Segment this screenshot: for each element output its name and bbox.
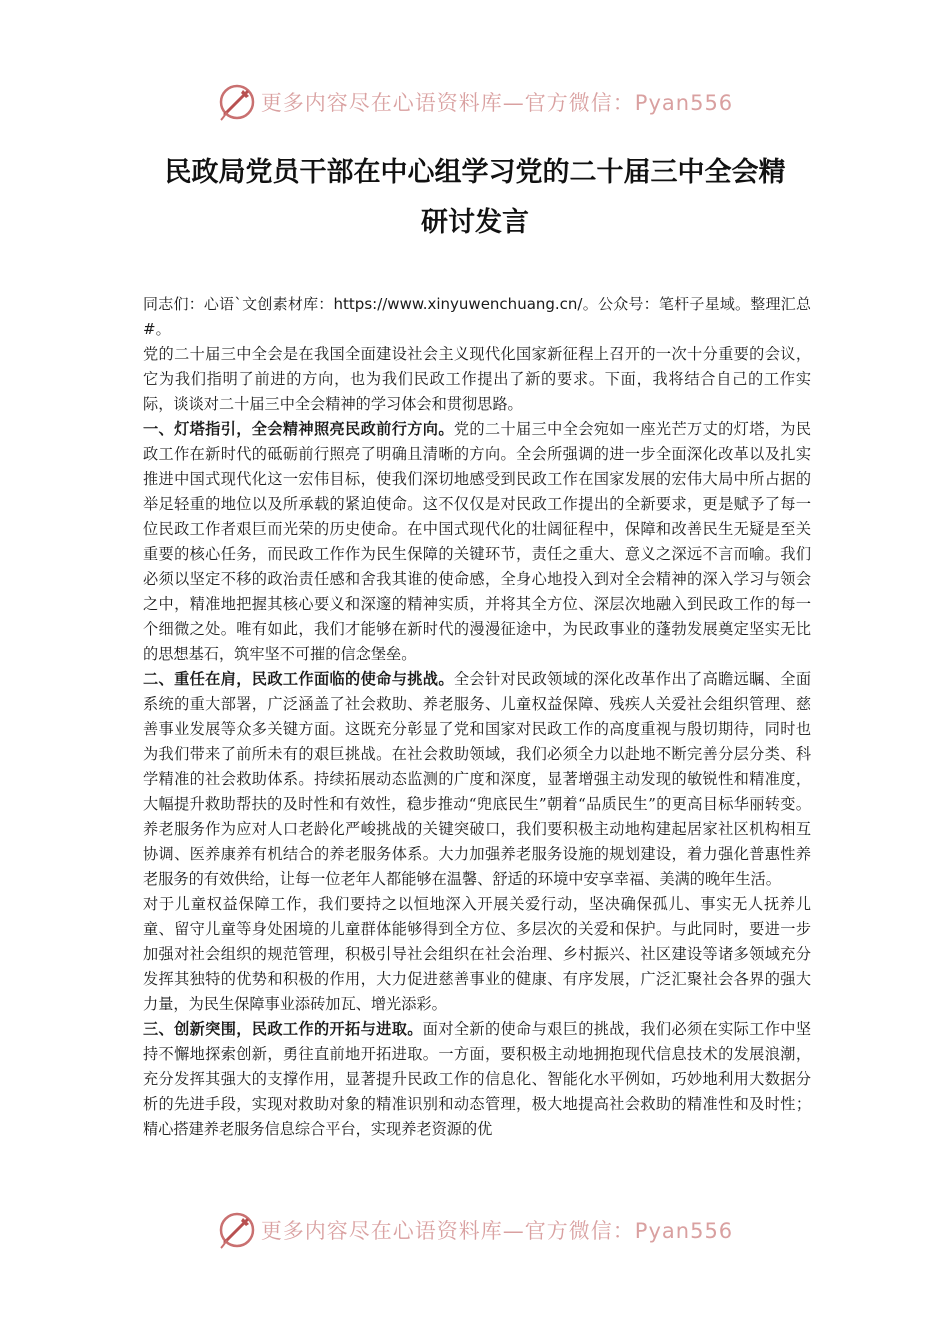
- section-2-heading: 二、重任在肩，民政工作面临的使命与挑战。: [143, 670, 454, 688]
- section-1-heading: 一、灯塔指引，全会精神照亮民政前行方向。: [143, 420, 454, 438]
- paragraph-opening: 党的二十届三中全会是在我国全面建设社会主义现代化国家新征程上召开的一次十分重要的会议，它为我们指明了前进的方向，也为我们民政工作提出了新的要求。下面，我将结合自己的工作实际，谈谈对二十届三中全会精神的学习体会和贯彻思路。: [143, 345, 811, 413]
- section-3-heading: 三、创新突围，民政工作的开拓与进取。: [143, 1020, 423, 1038]
- pen-circle-logo-icon: [217, 1210, 257, 1250]
- watermark-banner-bottom: [0, 1208, 950, 1252]
- section-1-text: 党的二十届三中全会宛如一座光芒万丈的灯塔，为民政工作在新时代的砥砺前行照亮了明确且清晰的方向。全会所强调的进一步全面深化改革以及扎实推进中国式现代化这一宏伟目标，使我们深切地感受到民政工作在国家发展的宏伟大局中所占据的举足轻重的地位以及所承载的紧迫使命。这不仅仅是对民政工作提出的全新要求，更是赋予了每一位民政工作者艰巨而光荣的历史使命。在中国式现代化的壮阔征程中，保障和改善民生无疑是至关重要的核心任务，而民政工作作为民生保障的关键环节，责任之重大、意义之深远不言而喻。我们必须以坚定不移的政治责任感和舍我其谁的使命感，全身心地投入到对全会精神的深入学习与领会之中，精准地把握其核心要义和深邃的精神实质，并将其全方位、深层次地融入到民政工作的每一个细微之处。唯有如此，我们才能够在新时代的漫漫征途中，为民政事业的蓬勃发展奠定坚实无比的思想基石，筑牢坚不可摧的信念堡垒。: [143, 420, 812, 663]
- pen-circle-logo-icon: [217, 82, 257, 122]
- document-title: [120, 148, 830, 248]
- title-line-2: 研讨发言: [421, 207, 529, 238]
- watermark-banner-top: [0, 80, 950, 124]
- paragraph-section-2: [143, 667, 811, 892]
- watermark-text: 更多内容尽在心语资料库—官方微信：Pyan556: [260, 1219, 734, 1243]
- section-3-text: 面对全新的使命与艰巨的挑战，我们必须在实际工作中坚持不懈地探索创新，勇往直前地开拓进取。一方面，要积极主动地拥抱现代信息技术的发展浪潮，充分发挥其强大的支撑作用，显著提升民政工作的信息化、智能化水平例如，巧妙地利用大数据分析的先进手段，实现对救助对象的精准识别和动态管理，极大地提高社会救助的精准性和及时性；精心搭建养老服务信息综合平台，实现养老资源的优: [143, 1020, 812, 1138]
- intro-paragraph: 同志们：心语`文创素材库：https://www.xinyuwenchuang.cn/。公众号：笔杆子星域。整理汇总#。: [143, 295, 811, 338]
- paragraph-section-1: [143, 417, 811, 667]
- paragraph-children-protection: 对于儿童权益保障工作，我们要持之以恒地深入开展关爱行动，坚决确保孤儿、事实无人抚养儿童、留守儿童等身处困境的儿童群体能够得到全方位、多层次的关爱和保护。与此同时，要进一步加强对社会组织的规范管理，积极引导社会组织在社会治理、乡村振兴、社区建设等诸多领域充分发挥其独特的优势和积极的作用，大力促进慈善事业的健康、有序发展，广泛汇聚社会各界的强大力量，为民生保障事业添砖加瓦、增光添彩。: [143, 895, 811, 1013]
- section-2-text: 全会针对民政领域的深化改革作出了高瞻远瞩、全面系统的重大部署，广泛涵盖了社会救助、养老服务、儿童权益保障、残疾人关爱社会组织管理、慈善事业发展等众多关键方面。这既充分彰显了党和国家对民政工作的高度重视与殷切期待，同时也为我们带来了前所未有的艰巨挑战。在社会救助领域，我们必须全力以赴地不断完善分层分类、科学精准的社会救助体系。持续拓展动态监测的广度和深度，显著增强主动发现的敏锐性和精准度，大幅提升救助帮扶的及时性和有效性，稳步推动“兜底民生”朝着“品质民生”的更高目标华丽转变。养老服务作为应对人口老龄化严峻挑战的关键突破口，我们要积极主动地构建起居家社区机构相互协调、医养康养有机结合的养老服务体系。大力加强养老服务设施的规划建设，着力强化普惠性养老服务的有效供给，让每一位老年人都能够在温馨、舒适的环境中安享幸福、美满的晚年生活。: [143, 670, 812, 888]
- watermark-text: 更多内容尽在心语资料库—官方微信：Pyan556: [260, 91, 734, 115]
- paragraph-section-3: [143, 1017, 811, 1142]
- title-line-1: 民政局党员干部在中心组学习党的二十届三中全会精: [164, 157, 786, 188]
- document-body: [143, 292, 811, 1142]
